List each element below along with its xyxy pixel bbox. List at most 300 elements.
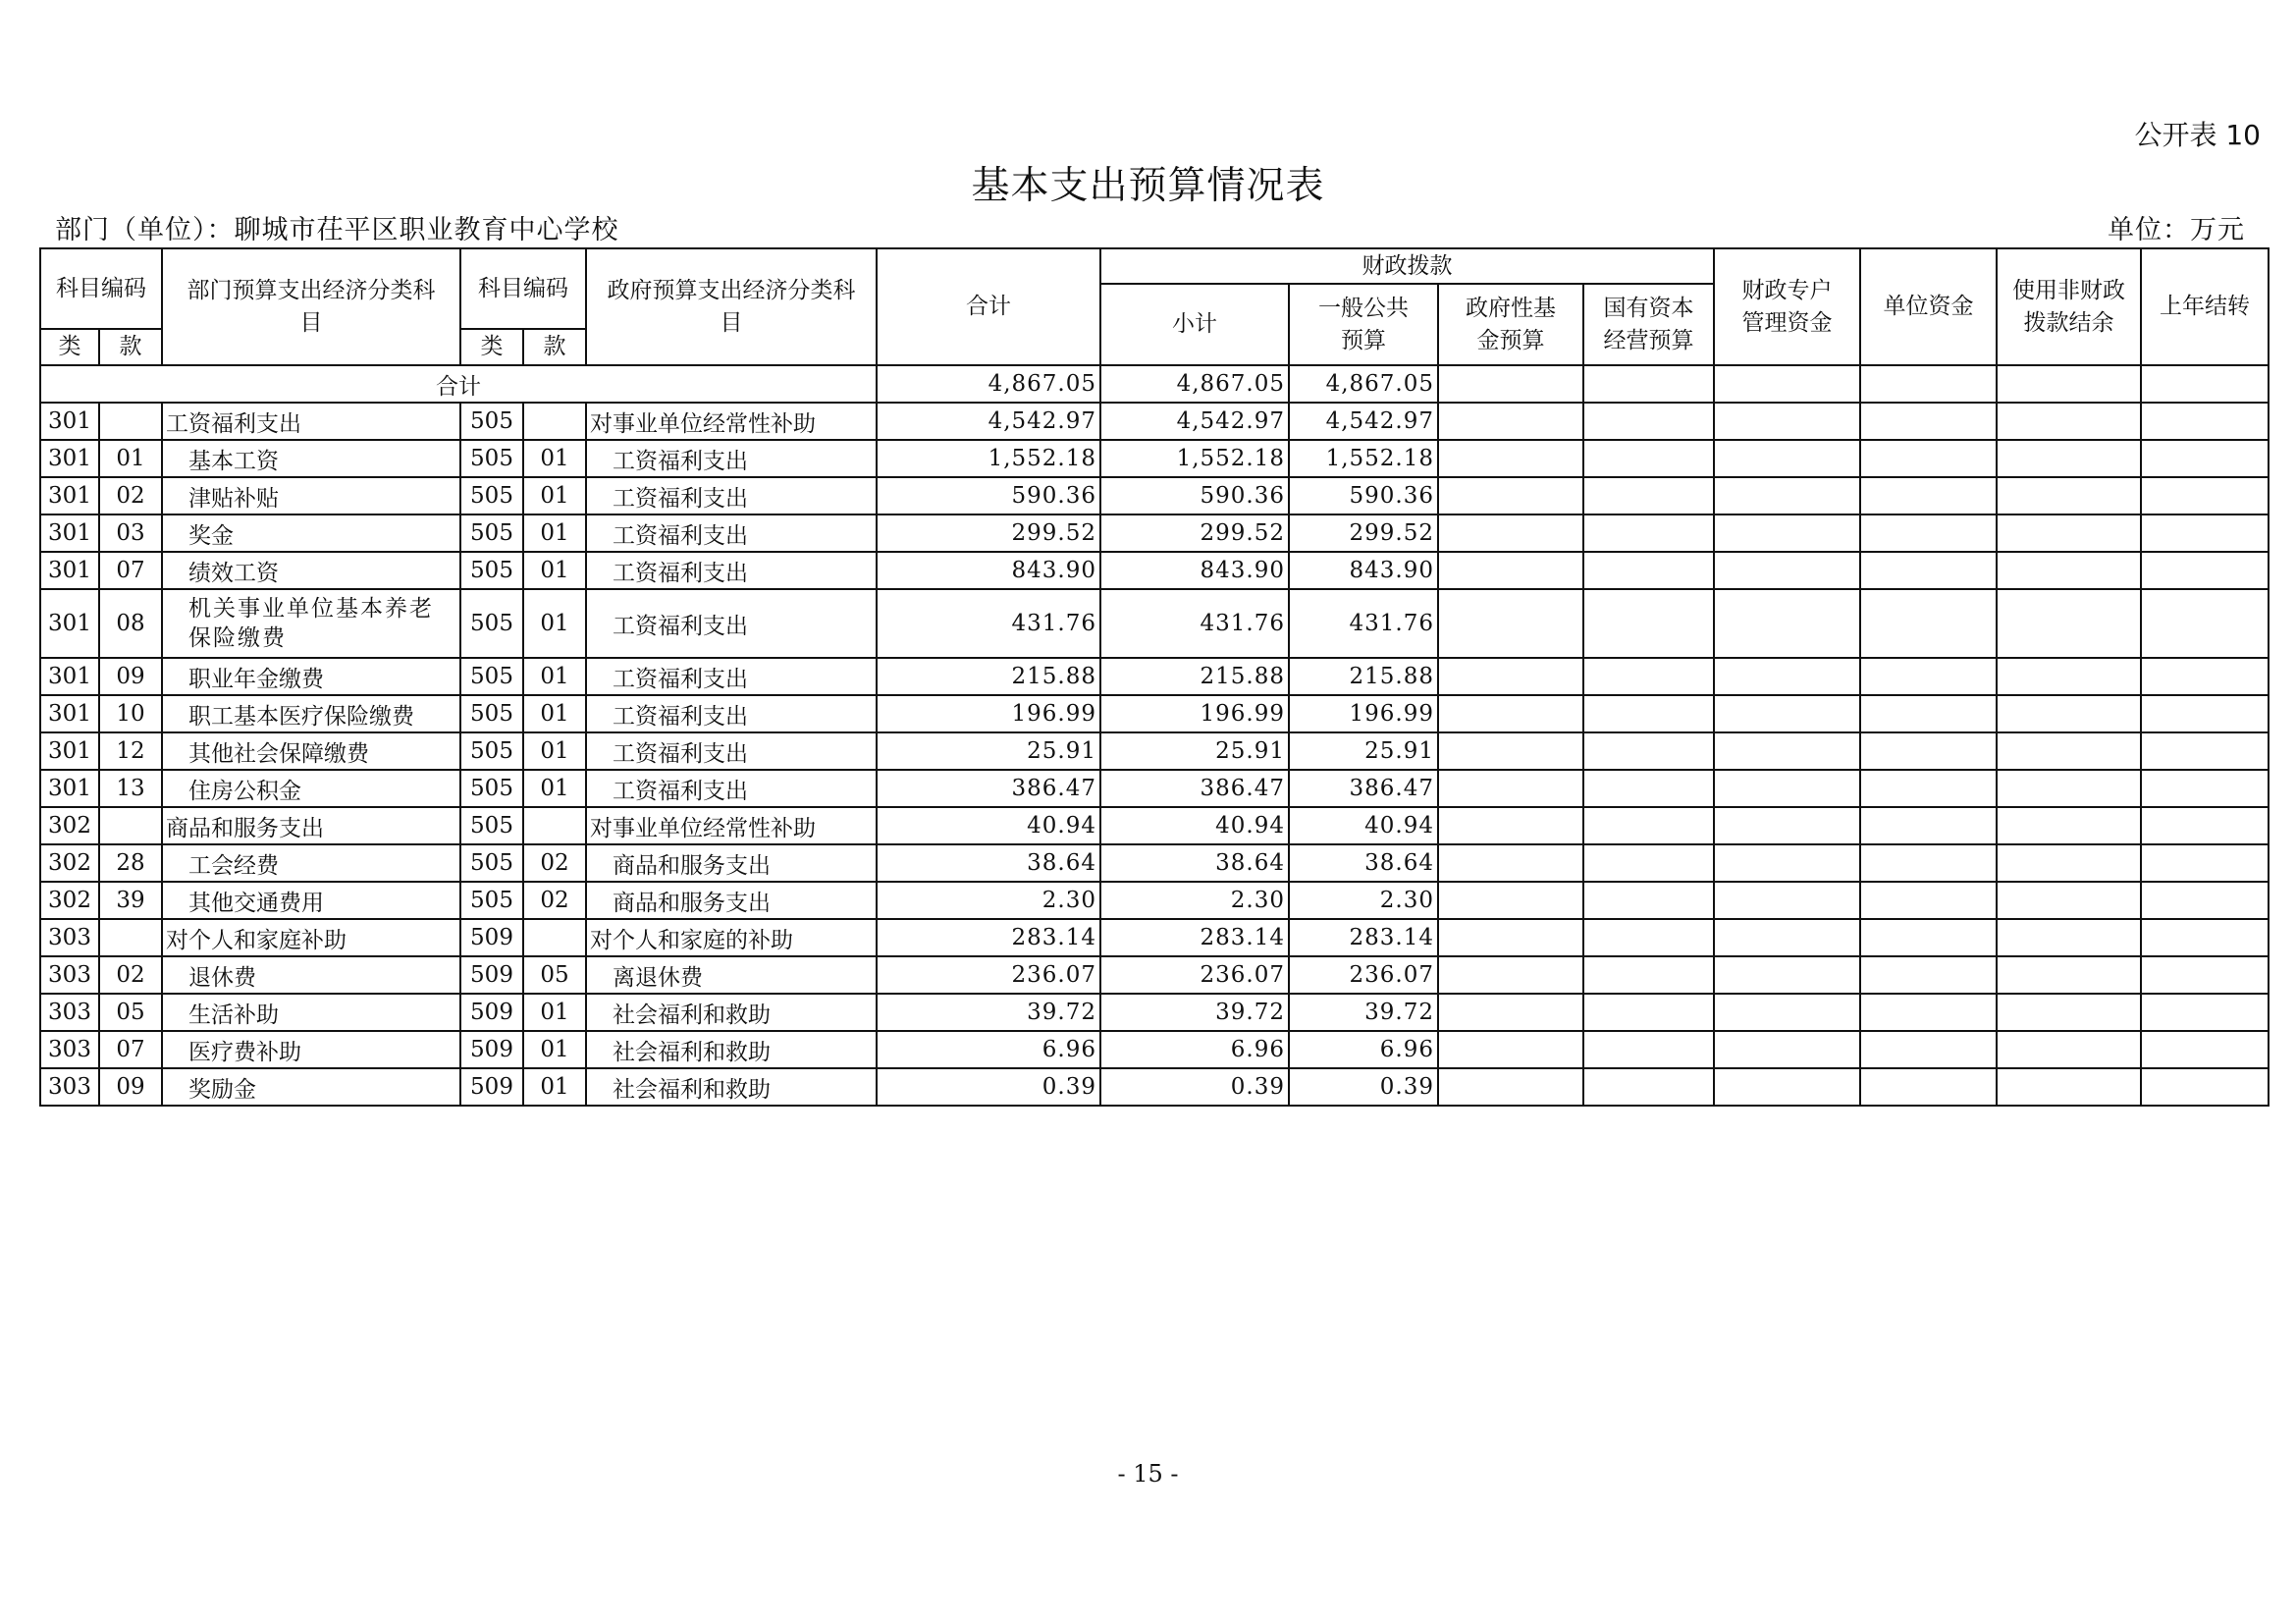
table-row: [40, 658, 2269, 695]
table-row: [40, 919, 2269, 956]
cell-subtotal: 0.39: [1100, 1068, 1289, 1106]
cell-empty: [1714, 658, 1860, 695]
cell-dept-item: 奖金: [162, 514, 460, 552]
cell-glei: 505: [460, 403, 523, 440]
cell-empty: [1997, 658, 2141, 695]
cell-empty: [1860, 732, 1997, 770]
cell-empty: [1583, 844, 1714, 882]
cell-empty: [1860, 589, 1997, 658]
cell-general: 590.36: [1289, 477, 1438, 514]
cell-subtotal: 40.94: [1100, 807, 1289, 844]
cell-subtotal: 590.36: [1100, 477, 1289, 514]
cell-lei: 303: [40, 956, 99, 994]
cell-total: 236.07: [877, 956, 1100, 994]
cell-gov-item: 社会福利和救助: [586, 1068, 877, 1106]
cell-lei: 303: [40, 1031, 99, 1068]
cell-subtotal: 2.30: [1100, 882, 1289, 919]
cell-general: 4,542.97: [1289, 403, 1438, 440]
cell-lei: 301: [40, 514, 99, 552]
cell-gkuan: 01: [523, 552, 586, 589]
cell-lei: 301: [40, 403, 99, 440]
cell-subtotal: 431.76: [1100, 589, 1289, 658]
cell-empty: [1997, 956, 2141, 994]
cell-empty: [2141, 882, 2269, 919]
cell-glei: 509: [460, 919, 523, 956]
cell-general: 843.90: [1289, 552, 1438, 589]
cell-lei: 301: [40, 589, 99, 658]
cell-empty: [1438, 658, 1583, 695]
cell-total: 38.64: [877, 844, 1100, 882]
cell-empty: [2141, 770, 2269, 807]
cell-empty: [1583, 477, 1714, 514]
cell-gkuan: 01: [523, 658, 586, 695]
cell-subtotal: 4,542.97: [1100, 403, 1289, 440]
cell-empty: [1583, 882, 1714, 919]
cell-empty: [1714, 552, 1860, 589]
cell-empty: [1438, 844, 1583, 882]
cell-total: 431.76: [877, 589, 1100, 658]
cell-total: 386.47: [877, 770, 1100, 807]
cell-lei: 301: [40, 477, 99, 514]
cell-total: 0.39: [877, 1068, 1100, 1106]
cell-lei: 301: [40, 658, 99, 695]
cell-glei: 505: [460, 477, 523, 514]
cell-gkuan: 01: [523, 477, 586, 514]
table-row: [40, 882, 2269, 919]
cell-empty: [1438, 882, 1583, 919]
cell-empty: [1438, 732, 1583, 770]
cell-empty: [2141, 919, 2269, 956]
cell-general: 1,552.18: [1289, 440, 1438, 477]
header-kuan: 款: [99, 329, 162, 365]
cell-kuan: 01: [99, 440, 162, 477]
cell-gov-item: 工资福利支出: [586, 695, 877, 732]
header-dept-category: 部门预算支出经济分类科目: [162, 248, 460, 365]
table-row: [40, 552, 2269, 589]
cell-empty: [1583, 403, 1714, 440]
cell-lei: 301: [40, 440, 99, 477]
cell-lei: 301: [40, 695, 99, 732]
cell-empty: [1438, 994, 1583, 1031]
cell-empty: [1997, 844, 2141, 882]
cell-general: 283.14: [1289, 919, 1438, 956]
cell-empty: [1438, 477, 1583, 514]
total-row: [40, 365, 2269, 403]
cell-glei: 509: [460, 1031, 523, 1068]
header-fiscal: 财政拨款: [1100, 248, 1714, 284]
cell-gov-item: 工资福利支出: [586, 658, 877, 695]
cell-empty: [1860, 658, 1997, 695]
cell-empty: [1860, 403, 1997, 440]
cell-empty: [1583, 658, 1714, 695]
header-gov-fund: 政府性基金预算: [1438, 284, 1583, 365]
cell-general: 431.76: [1289, 589, 1438, 658]
cell-kuan: [99, 403, 162, 440]
cell-total: 6.96: [877, 1031, 1100, 1068]
cell-empty: [1997, 919, 2141, 956]
cell-empty: [1714, 807, 1860, 844]
cell-empty: [1438, 1031, 1583, 1068]
cell-dept-item: 津贴补贴: [162, 477, 460, 514]
cell-general: 38.64: [1289, 844, 1438, 882]
cell-empty: [1714, 844, 1860, 882]
cell-gkuan: 01: [523, 1068, 586, 1106]
cell-empty: [2141, 514, 2269, 552]
cell-total: 39.72: [877, 994, 1100, 1031]
cell-empty: [2141, 1068, 2269, 1106]
cell-glei: 509: [460, 1068, 523, 1106]
cell-lei: 302: [40, 807, 99, 844]
cell-kuan: 02: [99, 477, 162, 514]
cell-subtotal: 39.72: [1100, 994, 1289, 1031]
cell-gov-item: 对事业单位经常性补助: [586, 403, 877, 440]
cell-glei: 505: [460, 658, 523, 695]
cell-gov-item: 工资福利支出: [586, 477, 877, 514]
cell-dept-item: 基本工资: [162, 440, 460, 477]
cell-general: 215.88: [1289, 658, 1438, 695]
cell-empty: [1997, 440, 2141, 477]
cell-empty: [1860, 882, 1997, 919]
cell-gkuan: 01: [523, 514, 586, 552]
cell-empty: [1860, 552, 1997, 589]
cell-empty: [1714, 440, 1860, 477]
cell-dept-item: 工会经费: [162, 844, 460, 882]
cell-subtotal: 25.91: [1100, 732, 1289, 770]
cell-empty: [1438, 1068, 1583, 1106]
cell-gov-item: 工资福利支出: [586, 440, 877, 477]
cell-empty: [2141, 440, 2269, 477]
cell-empty: [1583, 956, 1714, 994]
cell-glei: 505: [460, 807, 523, 844]
cell-dept-item: 其他交通费用: [162, 882, 460, 919]
cell-empty: [1583, 919, 1714, 956]
header-lei: 类: [40, 329, 99, 365]
cell-empty: [1583, 552, 1714, 589]
cell-empty: [1438, 514, 1583, 552]
cell-empty: [1583, 440, 1714, 477]
cell-empty: [1860, 770, 1997, 807]
cell-empty: [1860, 994, 1997, 1031]
header-special: 财政专户管理资金: [1714, 248, 1860, 365]
cell-kuan: 03: [99, 514, 162, 552]
cell-kuan: 02: [99, 956, 162, 994]
table-row: [40, 514, 2269, 552]
cell-dept-item: 退休费: [162, 956, 460, 994]
cell-total: 196.99: [877, 695, 1100, 732]
cell-empty: [1714, 589, 1860, 658]
table-row: [40, 1068, 2269, 1106]
cell-empty: [2141, 844, 2269, 882]
cell-total: 2.30: [877, 882, 1100, 919]
cell-gkuan: 01: [523, 1031, 586, 1068]
table-row: [40, 994, 2269, 1031]
cell-empty: [1438, 403, 1583, 440]
cell-glei: 505: [460, 844, 523, 882]
cell-gov-item: 社会福利和救助: [586, 994, 877, 1031]
cell-kuan: 09: [99, 658, 162, 695]
cell-empty: [1438, 807, 1583, 844]
cell-subtotal: 6.96: [1100, 1031, 1289, 1068]
cell-gkuan: 02: [523, 882, 586, 919]
table-row: [40, 807, 2269, 844]
cell-gkuan: 01: [523, 770, 586, 807]
cell-total: 215.88: [877, 658, 1100, 695]
header-code1: 科目编码: [40, 248, 162, 329]
cell-dept-item: 对个人和家庭补助: [162, 919, 460, 956]
cell-general: 2.30: [1289, 882, 1438, 919]
cell-gov-item: 离退休费: [586, 956, 877, 994]
cell-empty: [1860, 440, 1997, 477]
cell-subtotal: 236.07: [1100, 956, 1289, 994]
cell-empty: [2141, 994, 2269, 1031]
cell-glei: 505: [460, 589, 523, 658]
cell-gov-item: 社会福利和救助: [586, 1031, 877, 1068]
cell-empty: [1997, 403, 2141, 440]
cell-general: 196.99: [1289, 695, 1438, 732]
cell-gkuan: 02: [523, 844, 586, 882]
cell-empty: [1997, 732, 2141, 770]
header-gkuan: 款: [523, 329, 586, 365]
cell-empty: [1438, 919, 1583, 956]
budget-table: [39, 247, 2269, 1107]
cell-kuan: 28: [99, 844, 162, 882]
cell-empty: [1583, 589, 1714, 658]
cell-empty: [1860, 919, 1997, 956]
cell-empty: [1997, 882, 2141, 919]
cell-kuan: 10: [99, 695, 162, 732]
cell-empty: [2141, 403, 2269, 440]
cell-lei: 302: [40, 844, 99, 882]
cell-empty: [1997, 994, 2141, 1031]
cell-gov-item: 工资福利支出: [586, 732, 877, 770]
department-label: 部门（单位）：聊城市茌平区职业教育中心学校: [55, 215, 619, 245]
cell-empty: [1714, 477, 1860, 514]
cell-empty: [1860, 956, 1997, 994]
header-unit-fund: 单位资金: [1860, 248, 1997, 365]
cell-kuan: [99, 919, 162, 956]
table-row: [40, 477, 2269, 514]
cell-total: 4,542.97: [877, 403, 1100, 440]
cell-empty: [1860, 1031, 1997, 1068]
cell-empty: [1583, 994, 1714, 1031]
cell-lei: 303: [40, 994, 99, 1031]
cell-empty: [1714, 770, 1860, 807]
header-carryover: 上年结转: [2141, 248, 2269, 365]
cell-subtotal: 283.14: [1100, 919, 1289, 956]
cell-empty: [1714, 1068, 1860, 1106]
cell-glei: 509: [460, 994, 523, 1031]
cell-lei: 301: [40, 732, 99, 770]
cell-empty: [1714, 919, 1860, 956]
cell-lei: 303: [40, 919, 99, 956]
cell-general: 39.72: [1289, 994, 1438, 1031]
cell-glei: 505: [460, 695, 523, 732]
table-row: [40, 1031, 2269, 1068]
table-row: [40, 589, 2269, 658]
cell-subtotal: 299.52: [1100, 514, 1289, 552]
cell-lei: 301: [40, 552, 99, 589]
cell-empty: [1997, 807, 2141, 844]
cell-total: 299.52: [877, 514, 1100, 552]
cell-kuan: 07: [99, 1031, 162, 1068]
cell-kuan: 05: [99, 994, 162, 1031]
cell-empty: [1997, 477, 2141, 514]
table-row: [40, 770, 2269, 807]
cell-empty: [1860, 514, 1997, 552]
cell-dept-item: 其他社会保障缴费: [162, 732, 460, 770]
cell-glei: 505: [460, 770, 523, 807]
cell-dept-item: 绩效工资: [162, 552, 460, 589]
cell-glei: 505: [460, 882, 523, 919]
cell-gkuan: 01: [523, 695, 586, 732]
cell-empty: [2141, 807, 2269, 844]
cell-gkuan: 01: [523, 440, 586, 477]
total-general: 4,867.05: [1289, 365, 1438, 403]
cell-subtotal: 1,552.18: [1100, 440, 1289, 477]
cell-empty: [1583, 1031, 1714, 1068]
cell-general: 236.07: [1289, 956, 1438, 994]
cell-gov-item: 对个人和家庭的补助: [586, 919, 877, 956]
cell-glei: 505: [460, 732, 523, 770]
cell-subtotal: 215.88: [1100, 658, 1289, 695]
cell-empty: [1714, 403, 1860, 440]
cell-empty: [1714, 514, 1860, 552]
cell-general: 386.47: [1289, 770, 1438, 807]
table-row: [40, 844, 2269, 882]
cell-total: 25.91: [877, 732, 1100, 770]
cell-kuan: 12: [99, 732, 162, 770]
header-nonfiscal: 使用非财政拨款结余: [1997, 248, 2141, 365]
cell-gkuan: 01: [523, 589, 586, 658]
cell-kuan: 09: [99, 1068, 162, 1106]
cell-kuan: [99, 807, 162, 844]
header-general: 一般公共预算: [1289, 284, 1438, 365]
cell-empty: [2141, 589, 2269, 658]
cell-dept-item: 工资福利支出: [162, 403, 460, 440]
cell-total: 283.14: [877, 919, 1100, 956]
cell-gov-item: 工资福利支出: [586, 552, 877, 589]
cell-glei: 509: [460, 956, 523, 994]
cell-subtotal: 196.99: [1100, 695, 1289, 732]
cell-empty: [2141, 732, 2269, 770]
cell-kuan: 08: [99, 589, 162, 658]
total-total: 4,867.05: [877, 365, 1100, 403]
cell-empty: [1997, 770, 2141, 807]
table-number: 公开表 10: [2134, 119, 2261, 151]
cell-dept-item: 机关事业单位基本养老保险缴费: [162, 589, 460, 658]
cell-subtotal: 38.64: [1100, 844, 1289, 882]
cell-lei: 301: [40, 770, 99, 807]
cell-empty: [1997, 514, 2141, 552]
cell-dept-item: 职工基本医疗保险缴费: [162, 695, 460, 732]
cell-empty: [1714, 1031, 1860, 1068]
cell-empty: [1997, 695, 2141, 732]
cell-lei: 303: [40, 1068, 99, 1106]
cell-total: 843.90: [877, 552, 1100, 589]
cell-empty: [2141, 956, 2269, 994]
header-subtotal: 小计: [1100, 284, 1289, 365]
cell-dept-item: 商品和服务支出: [162, 807, 460, 844]
cell-subtotal: 843.90: [1100, 552, 1289, 589]
header-code2: 科目编码: [460, 248, 586, 329]
cell-empty: [1860, 1068, 1997, 1106]
cell-kuan: 39: [99, 882, 162, 919]
table-row: [40, 956, 2269, 994]
cell-total: 1,552.18: [877, 440, 1100, 477]
page-number: - 15 -: [1117, 1460, 1179, 1488]
cell-glei: 505: [460, 552, 523, 589]
cell-empty: [1997, 589, 2141, 658]
cell-glei: 505: [460, 440, 523, 477]
cell-gkuan: [523, 807, 586, 844]
cell-general: 299.52: [1289, 514, 1438, 552]
cell-empty: [1714, 882, 1860, 919]
cell-empty: [1714, 956, 1860, 994]
cell-general: 6.96: [1289, 1031, 1438, 1068]
header-total: 合计: [877, 248, 1100, 365]
cell-empty: [1438, 552, 1583, 589]
cell-empty: [1714, 732, 1860, 770]
header-gov-category: 政府预算支出经济分类科目: [586, 248, 877, 365]
cell-empty: [1583, 1068, 1714, 1106]
cell-gov-item: 对事业单位经常性补助: [586, 807, 877, 844]
cell-empty: [1860, 695, 1997, 732]
cell-empty: [1997, 552, 2141, 589]
cell-lei: 302: [40, 882, 99, 919]
header-glei: 类: [460, 329, 523, 365]
cell-total: 40.94: [877, 807, 1100, 844]
total-label: 合计: [40, 365, 877, 403]
cell-empty: [1583, 807, 1714, 844]
cell-dept-item: 奖励金: [162, 1068, 460, 1106]
cell-dept-item: 医疗费补助: [162, 1031, 460, 1068]
table-row: [40, 440, 2269, 477]
cell-empty: [1438, 770, 1583, 807]
cell-empty: [2141, 1031, 2269, 1068]
cell-empty: [1438, 589, 1583, 658]
cell-empty: [1583, 514, 1714, 552]
cell-empty: [1438, 440, 1583, 477]
cell-empty: [1714, 695, 1860, 732]
cell-general: 40.94: [1289, 807, 1438, 844]
cell-empty: [1860, 477, 1997, 514]
table-row: [40, 732, 2269, 770]
cell-gov-item: 商品和服务支出: [586, 844, 877, 882]
cell-empty: [1714, 994, 1860, 1031]
cell-general: 0.39: [1289, 1068, 1438, 1106]
cell-dept-item: 生活补助: [162, 994, 460, 1031]
cell-total: 590.36: [877, 477, 1100, 514]
cell-empty: [1997, 1068, 2141, 1106]
cell-empty: [2141, 658, 2269, 695]
cell-gov-item: 工资福利支出: [586, 770, 877, 807]
table-row: [40, 695, 2269, 732]
cell-empty: [1583, 695, 1714, 732]
table-row: [40, 403, 2269, 440]
cell-general: 25.91: [1289, 732, 1438, 770]
cell-empty: [2141, 695, 2269, 732]
cell-empty: [1438, 956, 1583, 994]
cell-glei: 505: [460, 514, 523, 552]
total-subtotal: 4,867.05: [1100, 365, 1289, 403]
unit-label: 单位：万元: [2108, 215, 2245, 245]
cell-empty: [1438, 695, 1583, 732]
cell-kuan: 07: [99, 552, 162, 589]
cell-subtotal: 386.47: [1100, 770, 1289, 807]
cell-empty: [1860, 844, 1997, 882]
page-title: 基本支出预算情况表: [971, 164, 1325, 208]
cell-dept-item: 住房公积金: [162, 770, 460, 807]
